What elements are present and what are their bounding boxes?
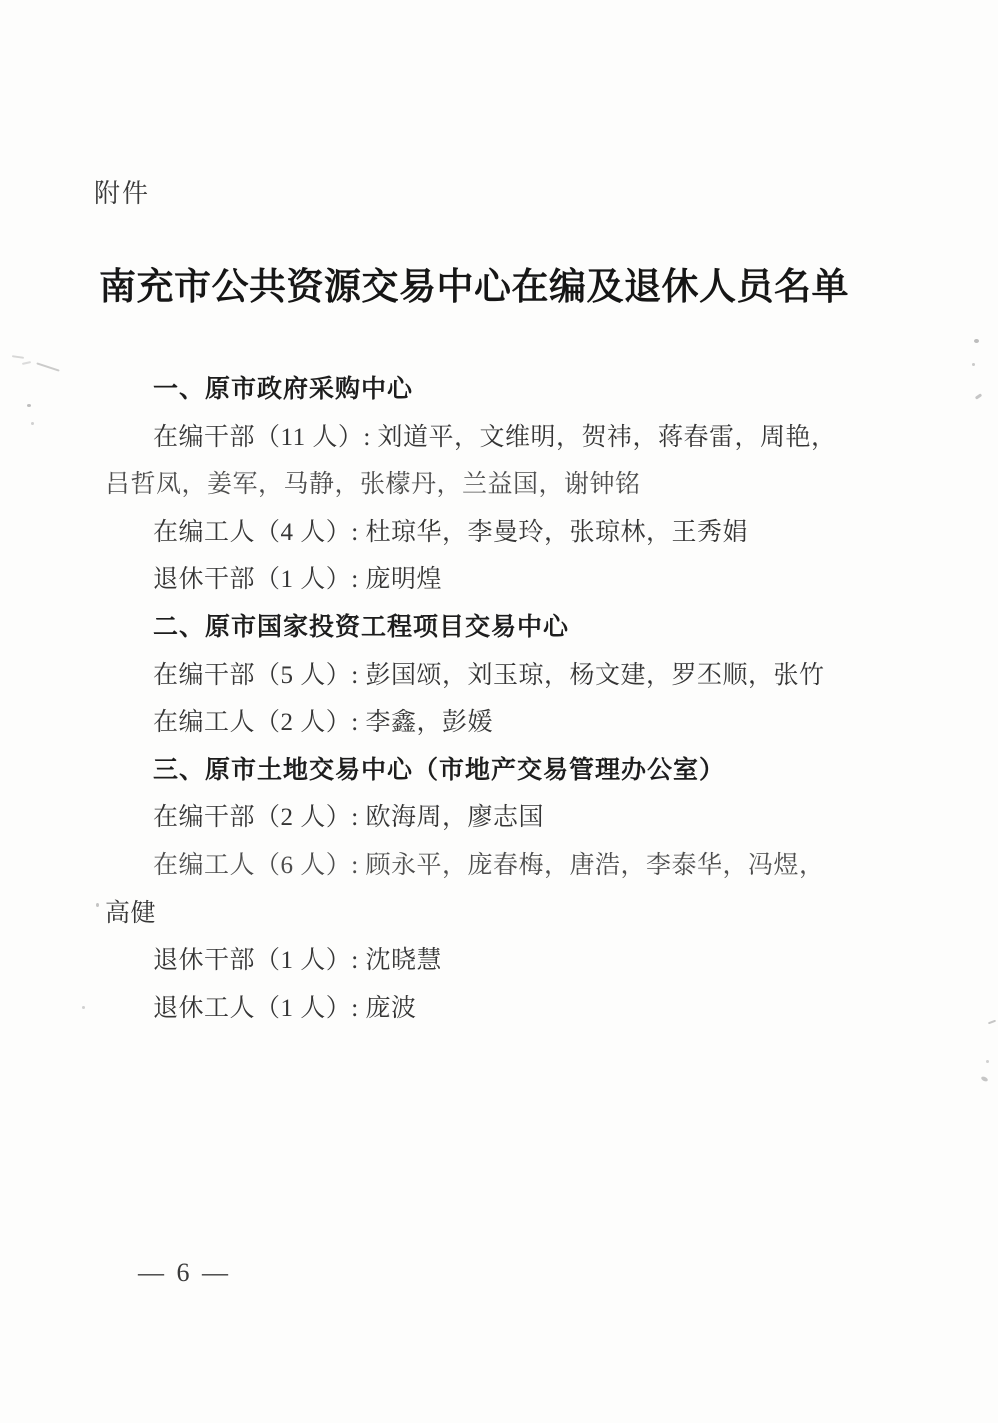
scan-artifact [27, 404, 31, 407]
section-3-retired-workers-line: 退休工人（1 人）: 庞波 [153, 994, 417, 1022]
section-1-retired-cadres-line: 退休干部（1 人）: 庞明煌 [153, 566, 442, 594]
section-3-workers-line: 在编工人（6 人）: 顾永平，庞春梅，唐浩，李泰华，冯煜， [153, 851, 825, 879]
scan-artifact [988, 1020, 996, 1025]
scan-artifact [974, 339, 979, 343]
section-3-cadres-line: 在编干部（2 人）: 欧海周，廖志国 [153, 804, 544, 832]
scan-artifact [22, 361, 31, 365]
scan-artifact [82, 1006, 85, 1009]
section-2-workers-line: 在编工人（2 人）: 李鑫，彭媛 [153, 709, 493, 737]
section-2-cadres-line: 在编干部（5 人）: 彭国颂，刘玉琼，杨文建，罗丕顺，张竹 [153, 661, 825, 689]
page-number: — 6 — [138, 1258, 231, 1287]
scan-artifact [96, 903, 99, 907]
section-3-heading: 三、原市土地交易中心（市地产交易管理办公室） [153, 755, 726, 784]
scan-artifact [36, 362, 59, 371]
section-3-workers-continuation: 高健 [105, 899, 157, 927]
attachment-label: 附件 [94, 178, 151, 208]
section-1-cadres-line: 在编干部（11 人）: 刘道平，文维明，贺祎，蒋春雷，周艳， [153, 423, 837, 451]
document-title: 南充市公共资源交易中心在编及退休人员名单 [99, 266, 849, 307]
scan-artifact [986, 1060, 989, 1063]
scan-artifact [972, 363, 975, 366]
document-body [105, 366, 915, 1032]
scan-artifact [980, 1076, 988, 1083]
section-2-heading: 二、原市国家投资工程项目交易中心 [153, 612, 570, 641]
section-1-cadres-continuation: 吕哲凤，姜军，马静，张檬丹，兰益国，谢钟铭 [105, 471, 641, 499]
section-1-heading: 一、原市政府采购中心 [153, 375, 414, 403]
section-1-workers-line: 在编工人（4 人）: 杜琼华，李曼玲，张琼林，王秀娟 [153, 518, 748, 546]
scan-artifact [975, 393, 982, 399]
section-3-retired-cadres-line: 退休干部（1 人）: 沈晓慧 [153, 947, 442, 975]
scan-artifact [31, 422, 34, 425]
scan-artifact [12, 355, 24, 359]
